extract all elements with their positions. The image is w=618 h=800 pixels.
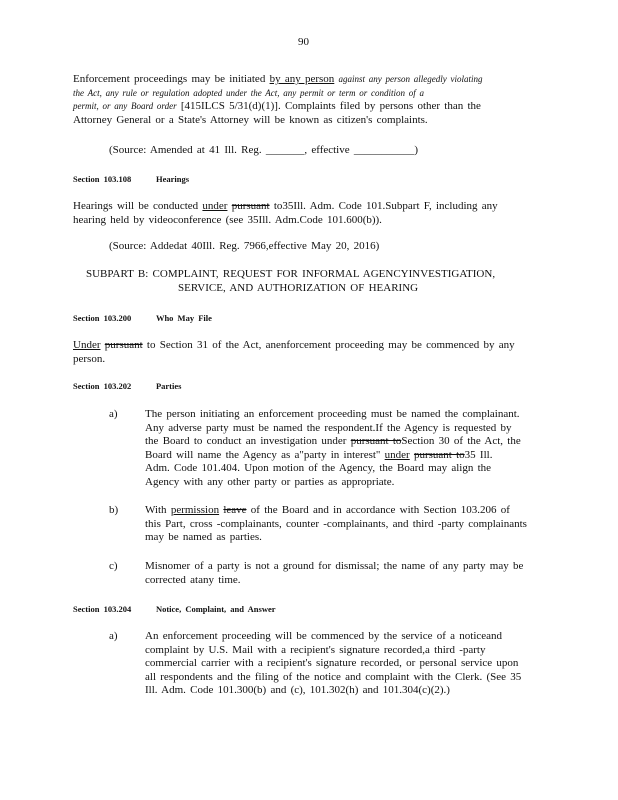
text-run: to35Ill. Adm. Code 101.Subpart F, including any [273, 200, 498, 212]
text-run: Hearings will be conducted [73, 200, 199, 212]
text-run: Agency with any other party or parties as appropriate. [145, 475, 395, 488]
item-label: b) [109, 504, 119, 516]
statute-quote: permit, or any Board order [73, 101, 177, 111]
inserted-text: by any person [269, 73, 335, 85]
text-run: corrected atany time. [145, 573, 241, 586]
subpart-heading: SERVICE, AND AUTHORIZATION OF HEARING [178, 282, 419, 294]
item-label: a) [109, 408, 118, 420]
text-run: complaint by U.S. Mail with a recipient's signature recorded,a third -party [145, 643, 486, 656]
parties-item-a [145, 408, 530, 489]
inserted-text: permission [170, 504, 220, 516]
deleted-text: leave [223, 504, 247, 516]
text-run: The person initiating an enforcement proceeding must be named the complainant. [145, 408, 520, 420]
inserted-text: under [384, 448, 410, 461]
subpart-heading: SUBPART B: COMPLAINT, REQUEST FOR INFORMAL AGENCYINVESTIGATION, [86, 268, 496, 280]
item-label: c) [109, 560, 118, 572]
deleted-text: pursuant [104, 339, 143, 351]
inserted-text: under [202, 200, 228, 212]
parties-item-c [145, 560, 530, 587]
section-heading [73, 313, 212, 323]
deleted-text: pursuant to [413, 448, 465, 461]
source-note: (Source: Addedat 40Ill. Reg. 7966,effective May 20, 2016) [109, 240, 380, 252]
text-run: Attorney General or a State's Attorney will be known as citizen's complaints. [73, 113, 428, 126]
notice-item-a [145, 630, 540, 698]
text-run: Ill. Adm. Code 101.300(b) and (c), 101.302(h) and 101.304(c)(2).) [145, 684, 450, 696]
text-run: of the Board and in accordance with Section 103.206 of [250, 504, 510, 516]
statute-quote: against any person allegedly violating [338, 74, 483, 84]
deleted-text: pursuant [231, 200, 270, 212]
text-run: [415ILCS 5/31(d)(1)]. Complaints filed by persons other than the [180, 100, 481, 112]
text-run: all respondents and the filing of the notice and complaint with the Clerk. (See 35 [145, 670, 522, 683]
parties-item-b [145, 504, 530, 545]
text-run: With [145, 504, 167, 516]
who-may-file-paragraph [73, 339, 533, 366]
section-heading [73, 174, 189, 184]
text-run: may be named as parties. [145, 531, 262, 543]
section-heading [73, 381, 181, 391]
text-run: Any adverse party must be named the respondent.If the Agency is requested by [145, 421, 512, 434]
hearings-paragraph [73, 200, 525, 227]
statute-quote: the Act, any rule or regulation adopted under the Act, any permit or term or condition of a [73, 87, 425, 98]
deleted-text: pursuant to [350, 435, 402, 447]
section-number: Section 103.202 [73, 381, 132, 391]
text-run: the Board to conduct an investigation under [145, 435, 347, 447]
section-number: Section 103.108 [73, 174, 132, 184]
text-run: Adm. Code 101.404. Upon motion of the Agency, the Board may align the [145, 462, 492, 474]
section-title: Notice, Complaint, and Answer [155, 604, 276, 614]
text-run: Misnomer of a party is not a ground for dismissal; the name of any party may be [145, 560, 524, 572]
section-title: Parties [155, 381, 182, 391]
text-run: commercial carrier with a recipient's signature recorded, or personal service upon [145, 657, 519, 669]
inserted-text: Under [73, 339, 101, 351]
item-label: a) [109, 630, 118, 642]
text-run: hearing held by videoconference (see 35Ill. Adm.Code 101.600(b)). [73, 213, 382, 226]
source-note: (Source: Amended at 41 Ill. Reg. _______, effective ___________) [109, 144, 419, 156]
section-title: Hearings [155, 174, 190, 184]
text-run: Enforcement proceedings may be initiated [73, 73, 266, 85]
text-run: this Part, cross -complainants, counter -complainants, and third -party complainants [145, 517, 527, 530]
text-run: An enforcement proceeding will be commenced by the service of a noticeand [145, 630, 503, 642]
section-number: Section 103.200 [73, 313, 132, 323]
text-run: to Section 31 of the Act, anenforcement proceeding may be commenced by any [146, 339, 515, 351]
text-run: Section 30 of the Act, the [401, 435, 521, 447]
text-run: Board will name the Agency as a"party in interest" [145, 448, 381, 461]
section-number: Section 103.204 [73, 604, 132, 614]
text-run: person. [73, 352, 106, 365]
section-title: Who May File [155, 313, 212, 323]
text-run: 35 Ill. [464, 448, 493, 461]
page-number: 90 [298, 36, 309, 48]
section-heading [73, 604, 276, 614]
enforcement-paragraph [73, 73, 525, 127]
